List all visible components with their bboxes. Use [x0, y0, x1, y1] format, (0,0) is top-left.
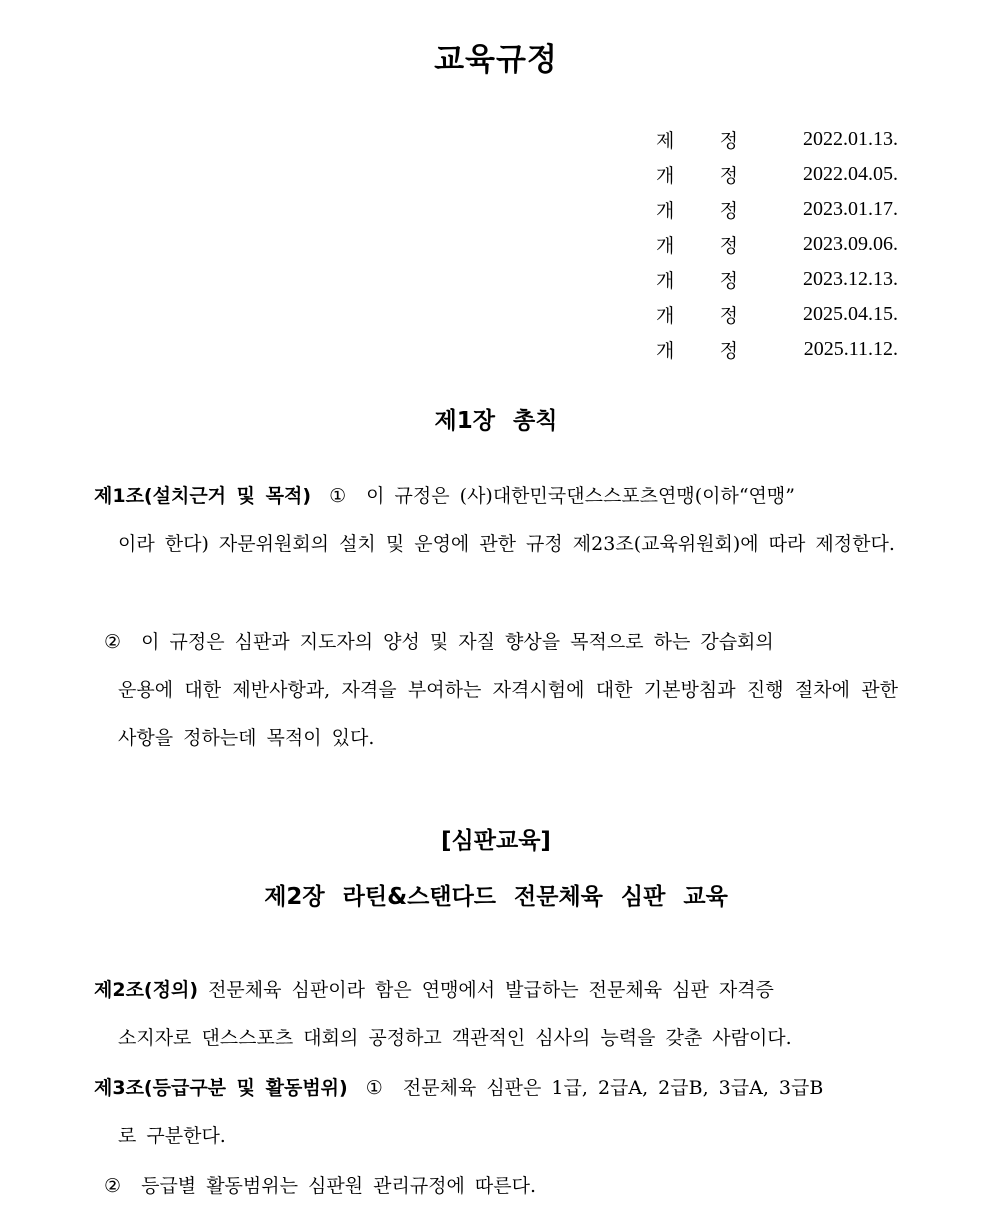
document-title: 교육규정: [434, 42, 558, 78]
article-1-p2-line1: 이 규정은 심판과 지도자의 양성 및 자질 향상을 목적으로 하는 강습회의: [141, 631, 774, 653]
revision-type-a: 개: [656, 235, 675, 257]
revision-type-b: 정: [719, 200, 738, 222]
article-3-p1-continuation: 로 구분한다.: [118, 1125, 226, 1147]
revision-type-b: 정: [719, 130, 738, 152]
revision-type-b: 정: [719, 165, 738, 187]
article-3-paragraph-2: [104, 1162, 898, 1210]
chapter-1-title: 제1장 총칙: [434, 408, 558, 434]
revision-type: [656, 161, 738, 188]
revision-history: [656, 122, 898, 367]
revision-date: 2025.11.12.: [803, 338, 898, 360]
article-1-paragraph-2: [104, 618, 898, 762]
article-2-continuation: 소지자로 댄스스포츠 대회의 공정하고 객관적인 심사의 능력을 갖춘 사람이다.: [118, 1027, 792, 1049]
article-3-heading: 제3조(등급구분 및 활동범위): [94, 1077, 348, 1099]
revision-type: [656, 231, 738, 258]
section-title: [심판교육]: [441, 828, 551, 854]
paragraph-number: ①: [329, 485, 347, 507]
revision-date: 2023.12.13.: [803, 268, 898, 290]
revision-row: [656, 122, 898, 157]
revision-date: 2022.01.13.: [803, 128, 898, 150]
revision-type-b: 정: [719, 340, 738, 362]
article-2-heading: 제2조(정의): [94, 979, 199, 1001]
article-2-line1: 전문체육 심판이라 함은 연맹에서 발급하는 전문체육 심판 자격증: [208, 979, 774, 1001]
revision-type-a: 제: [656, 130, 675, 152]
revision-row: [656, 227, 898, 262]
revision-type-b: 정: [719, 305, 738, 327]
revision-type: [656, 336, 738, 363]
chapter-2-title: 제2장 라틴&스탠다드 전문체육 심판 교육: [264, 884, 728, 910]
revision-date: 2023.01.17.: [803, 198, 898, 220]
revision-type-a: 개: [656, 305, 675, 327]
article-3-paragraph-1: [94, 1064, 898, 1160]
article-3-p2-line1: 등급별 활동범위는 심판원 관리규정에 따른다.: [141, 1175, 537, 1197]
revision-date: 2025.04.15.: [803, 303, 898, 325]
revision-row: [656, 157, 898, 192]
revision-type-a: 개: [656, 270, 675, 292]
revision-type-a: 개: [656, 340, 675, 362]
article-2: [94, 966, 898, 1062]
revision-row: [656, 297, 898, 332]
paragraph-number: ②: [104, 631, 122, 653]
revision-row: [656, 332, 898, 367]
revision-type: [656, 301, 738, 328]
revision-row: [656, 262, 898, 297]
revision-type-b: 정: [719, 270, 738, 292]
revision-type: [656, 266, 738, 293]
revision-date: 2023.09.06.: [803, 233, 898, 255]
revision-date: 2022.04.05.: [803, 163, 898, 185]
article-1-p1-continuation: 이라 한다) 자문위원회의 설치 및 운영에 관한 규정 제23조(교육위원회)에 따라 제정한다.: [118, 533, 895, 555]
revision-type-a: 개: [656, 165, 675, 187]
article-1-p2-continuation: 운용에 대한 제반사항과, 자격을 부여하는 자격시험에 대한 기본방침과 진행 절차에 관한 사항을 정하는데 목적이 있다.: [118, 679, 898, 749]
article-1-heading: 제1조(설치근거 및 목적): [94, 485, 312, 507]
paragraph-number: ①: [365, 1077, 383, 1099]
revision-type: [656, 126, 738, 153]
revision-type: [656, 196, 738, 223]
revision-row: [656, 192, 898, 227]
paragraph-number: ②: [104, 1175, 122, 1197]
revision-type-a: 개: [656, 200, 675, 222]
revision-type-b: 정: [719, 235, 738, 257]
article-3-p1-line1: 전문체육 심판은 1급, 2급A, 2급B, 3급A, 3급B: [402, 1077, 824, 1099]
article-1-p1-line1: 이 규정은 (사)대한민국댄스스포츠연맹(이하“연맹”: [366, 485, 795, 507]
article-1-paragraph-1: [94, 472, 898, 568]
